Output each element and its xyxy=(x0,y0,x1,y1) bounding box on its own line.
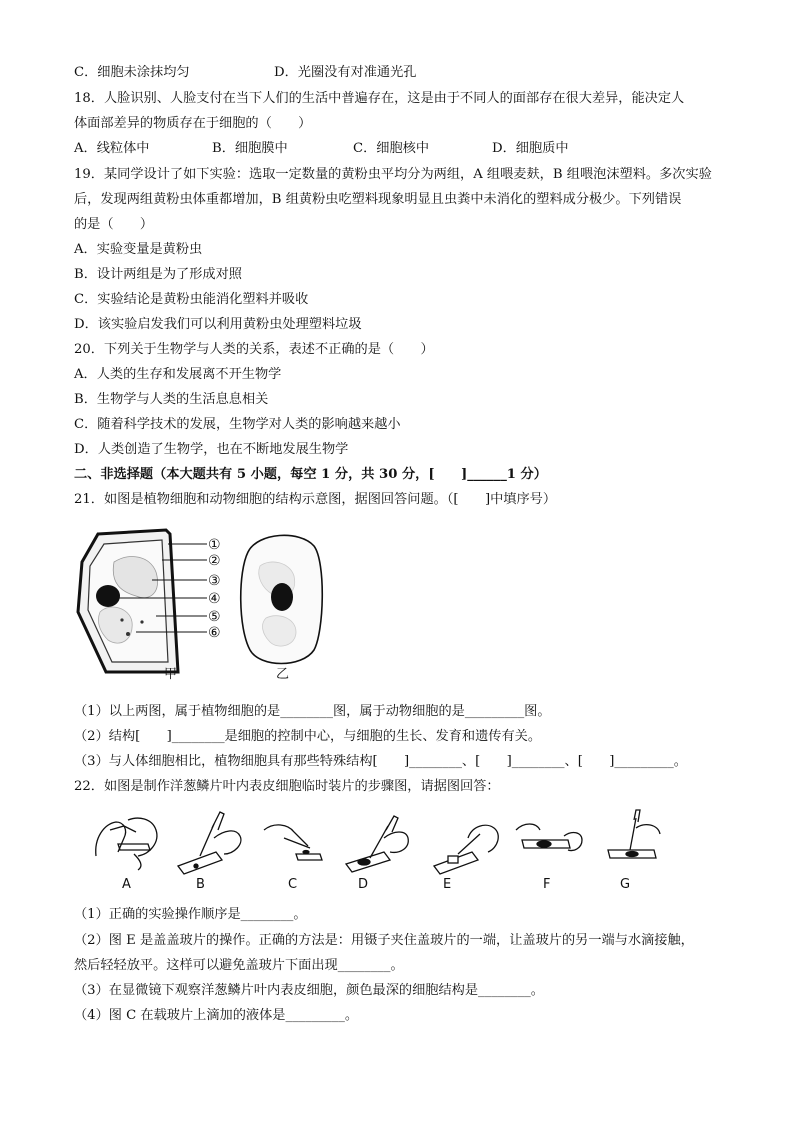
q20-option-d: D．人类创造了生物学，也在不断地发展生物学 xyxy=(74,442,349,457)
step-e-illustration xyxy=(434,825,498,874)
q19-stem-line-2: 后，发现两组黄粉虫体重都增加，B 组黄粉虫吃塑料现象明显且虫粪中未消化的塑料成分极少。下列错误 xyxy=(74,192,682,207)
q21-sub-3: （3）与人体细胞相比，植物细胞具有那些特殊结构[ ]________、[ ]________、[ ]_________。 xyxy=(74,754,687,769)
step-d-illustration xyxy=(346,816,408,872)
caption-animal-cell: 乙 xyxy=(276,667,290,682)
label-6: ⑥ xyxy=(208,625,221,641)
section-2-heading: 二、非选择题（本大题共有 5 小题，每空 1 分，共 30 分，[ ]______1 分） xyxy=(74,467,547,482)
q19-option-a: A．实验变量是黄粉虫 xyxy=(74,242,203,257)
label-2: ② xyxy=(208,553,221,569)
q18-stem-line-2: 体面部差异的物质存在于细胞的（ ） xyxy=(74,116,312,131)
q22-sub-1: （1）正确的实验操作顺序是________。 xyxy=(74,907,307,922)
q19-stem-line-1: 19．某同学设计了如下实验：选取一定数量的黄粉虫平均分为两组，A 组喂麦麸，B 组喂泡沫塑料。多次实验 xyxy=(74,167,712,182)
step-label-f: F xyxy=(543,877,551,892)
step-label-c: C xyxy=(288,877,298,892)
q18-stem-line-1: 18．人脸识别、人脸支付在当下人们的生活中普遍存在，这是由于不同人的面部存在很大差异，能决定人 xyxy=(74,91,685,106)
q20-option-a: A．人类的生存和发展离不开生物学 xyxy=(74,367,282,382)
animal-cell-diagram xyxy=(241,535,323,663)
q22-sub-2-line-2: 然后轻轻放平。这样可以避免盖玻片下面出现________。 xyxy=(74,958,404,973)
step-letter-labels xyxy=(122,877,630,892)
step-a-illustration xyxy=(96,818,157,870)
q19-option-d: D．该实验启发我们可以利用黄粉虫处理塑料垃圾 xyxy=(74,317,362,332)
q18-option-a: A．线粒体中 xyxy=(74,141,150,156)
step-c-illustration xyxy=(264,825,322,860)
q17-option-c: C．细胞未涂抹均匀 xyxy=(74,65,190,80)
circled-number-labels xyxy=(208,537,221,641)
q19-option-c: C．实验结论是黄粉虫能消化塑料并吸收 xyxy=(74,292,309,307)
q22-sub-2-line-1: （2）图 E 是盖盖玻片的操作。正确的方法是：用镊子夹住盖玻片的一端，让盖玻片的另一端与水滴接触， xyxy=(74,933,694,948)
q20-option-b: B．生物学与人类的生活息息相关 xyxy=(74,392,269,407)
step-g-illustration xyxy=(608,810,660,858)
q18-option-b: B．细胞膜中 xyxy=(212,141,288,156)
q18-options xyxy=(74,140,569,158)
label-5: ⑤ xyxy=(208,609,221,625)
step-f-illustration xyxy=(516,824,582,851)
label-3: ③ xyxy=(208,573,221,589)
step-label-e: E xyxy=(443,877,452,892)
q20-option-c: C．随着科学技术的发展，生物学对人类的影响越来越小 xyxy=(74,417,401,432)
plant-nucleus xyxy=(96,585,120,607)
animal-nucleus xyxy=(271,583,293,611)
step-label-d: D xyxy=(358,877,369,892)
cell-structure-figure xyxy=(70,522,330,684)
caption-plant-cell: 甲 xyxy=(164,667,178,682)
q17-options xyxy=(74,64,416,82)
plant-cell-diagram xyxy=(78,530,178,672)
q19-option-b: B．设计两组是为了形成对照 xyxy=(74,267,242,282)
q21-sub-2: （2）结构[ ]________是细胞的控制中心，与细胞的生长、发育和遗传有关。 xyxy=(74,729,542,744)
step-label-b: B xyxy=(196,877,205,892)
label-1: ① xyxy=(208,537,221,553)
q18-option-c: C．细胞核中 xyxy=(353,141,430,156)
q22-stem: 22．如图是制作洋葱鳞片叶内表皮细胞临时装片的步骤图，请据图回答： xyxy=(74,779,500,794)
label-4: ④ xyxy=(208,591,221,607)
step-label-a: A xyxy=(122,877,131,892)
q22-sub-3: （3）在显微镜下观察洋葱鳞片叶内表皮细胞，颜色最深的细胞结构是________。 xyxy=(74,983,544,998)
q20-stem: 20．下列关于生物学与人类的关系，表述不正确的是（ ） xyxy=(74,342,434,357)
q18-option-d: D．细胞质中 xyxy=(492,141,569,156)
step-label-g: G xyxy=(620,877,631,892)
q22-sub-4: （4）图 C 在载玻片上滴加的液体是_________。 xyxy=(74,1008,359,1023)
q21-stem: 21．如图是植物细胞和动物细胞的结构示意图，据图回答问题。（[ ]中填序号） xyxy=(74,492,557,507)
q21-sub-1: （1）以上两图，属于植物细胞的是________图，属于动物细胞的是_________图。 xyxy=(74,704,551,719)
q17-option-d: D．光圈没有对准通光孔 xyxy=(274,65,417,80)
q19-stem-line-3: 的是（ ） xyxy=(74,217,154,232)
step-b-illustration xyxy=(178,812,241,874)
slide-preparation-steps-figure xyxy=(88,808,668,892)
